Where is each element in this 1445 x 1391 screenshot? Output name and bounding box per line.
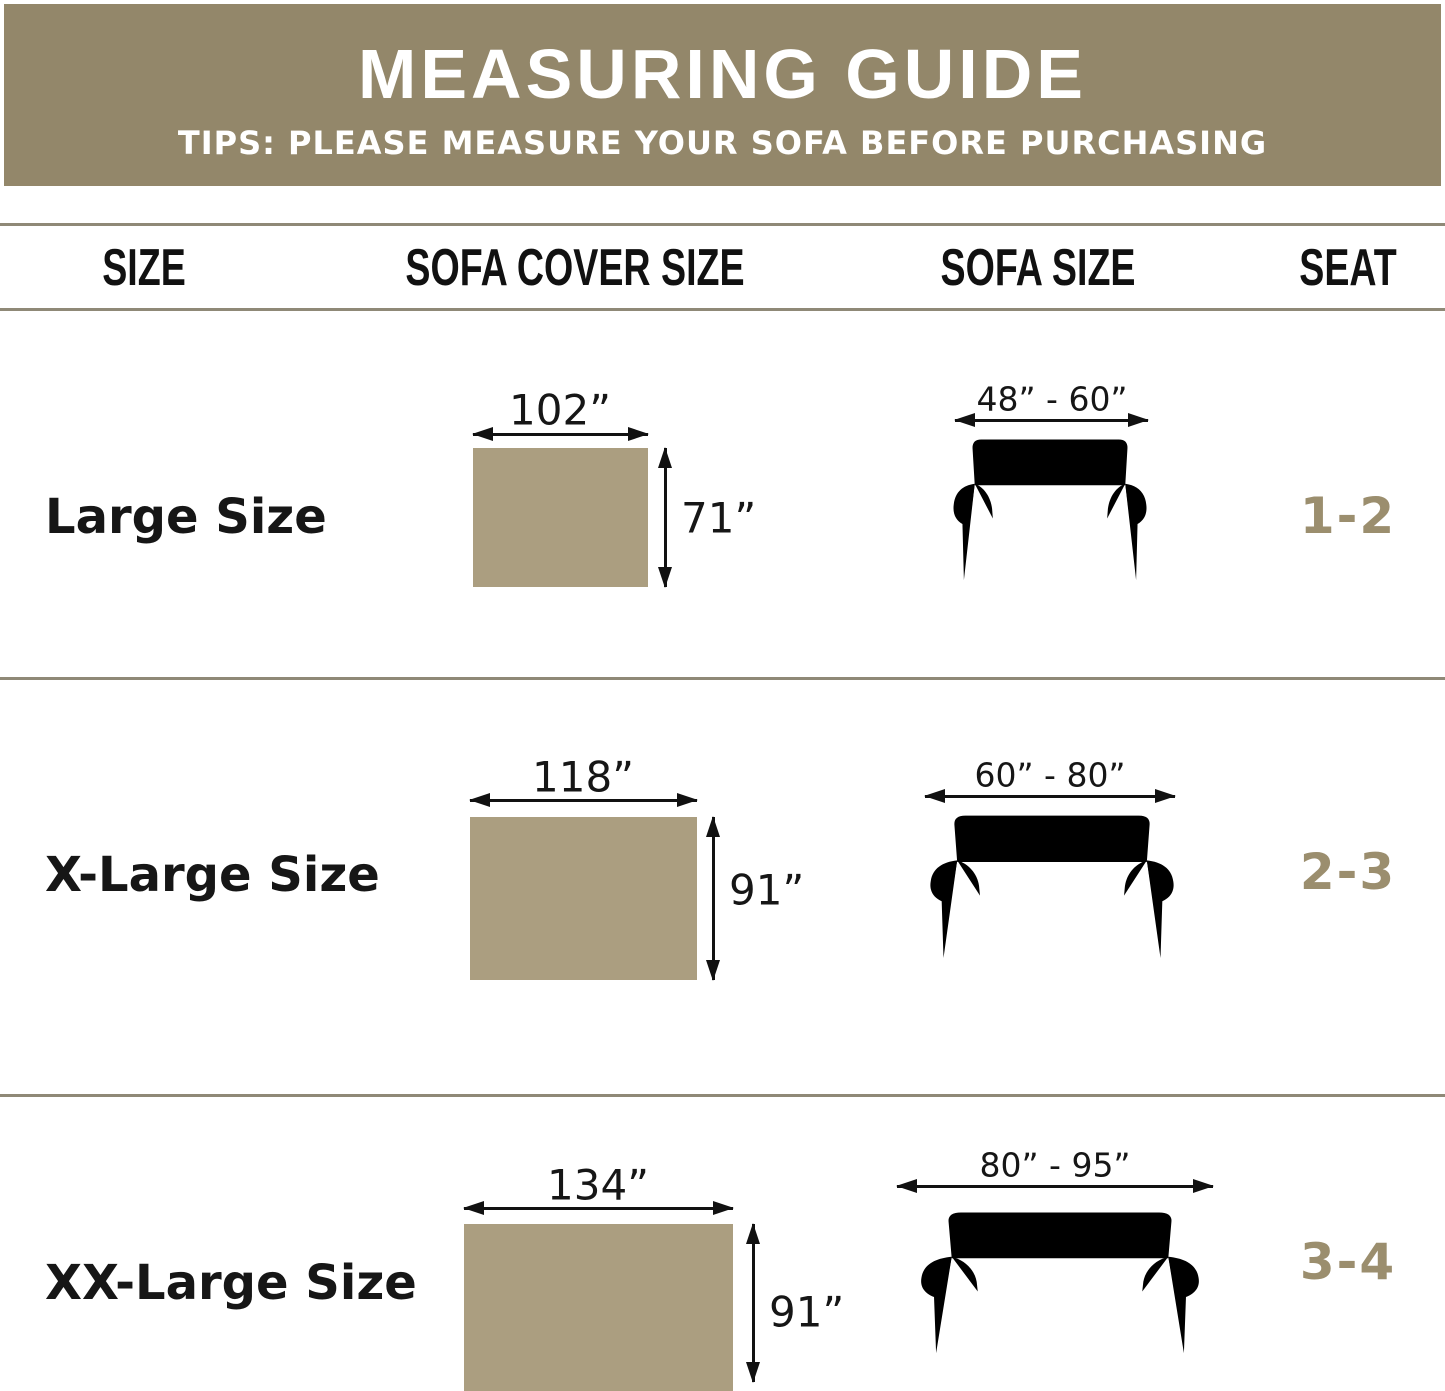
- seat-count: 3-4: [1299, 1233, 1397, 1291]
- seat-count: 2-3: [1299, 843, 1397, 901]
- sofa-width-arrow-icon: [897, 1185, 1213, 1188]
- sofa-outline-icon: [883, 1203, 1237, 1361]
- height-arrow-icon: [664, 448, 667, 587]
- cover-width-value: 134”: [547, 1160, 649, 1210]
- sofa-width-range: 48” - 60”: [976, 379, 1128, 419]
- divider-top: [0, 223, 1445, 226]
- sofa-outline-icon: [897, 806, 1207, 966]
- sofa-width-range: 80” - 95”: [979, 1145, 1131, 1185]
- seat-count: 1-2: [1299, 487, 1397, 545]
- page-subtitle: TIPS: PLEASE MEASURE YOUR SOFA BEFORE PURCHASING: [177, 124, 1268, 162]
- cover-width-value: 102”: [509, 385, 611, 435]
- cover-swatch: [464, 1224, 733, 1391]
- height-arrow-icon: [712, 817, 715, 980]
- cover-swatch: [473, 448, 648, 587]
- sofa-width-arrow-icon: [925, 795, 1175, 798]
- column-header-size: SIZE: [102, 237, 186, 297]
- divider-row1-row2: [0, 677, 1445, 680]
- cover-height-value: 91”: [769, 1287, 845, 1337]
- header-banner: [4, 4, 1441, 186]
- divider-row2-row3: [0, 1094, 1445, 1097]
- row-size-label: X-Large Size: [45, 847, 380, 903]
- sofa-width-range: 60” - 80”: [974, 755, 1126, 795]
- sofa-outline-icon: [927, 430, 1173, 588]
- cover-height-value: 91”: [729, 865, 805, 915]
- divider-under-columns: [0, 308, 1445, 311]
- column-header-seat: SEAT: [1299, 237, 1397, 297]
- row-size-label: Large Size: [45, 489, 327, 545]
- column-header-sofa-size: SOFA SIZE: [940, 237, 1136, 297]
- page-title: MEASURING GUIDE: [358, 35, 1087, 113]
- height-arrow-icon: [752, 1224, 755, 1382]
- row-size-label: XX-Large Size: [45, 1255, 417, 1311]
- cover-width-value: 118”: [532, 752, 634, 802]
- cover-swatch: [470, 817, 697, 980]
- column-header-sofa-cover-size: SOFA COVER SIZE: [405, 237, 745, 297]
- sofa-width-arrow-icon: [955, 419, 1148, 422]
- cover-height-value: 71”: [681, 493, 757, 543]
